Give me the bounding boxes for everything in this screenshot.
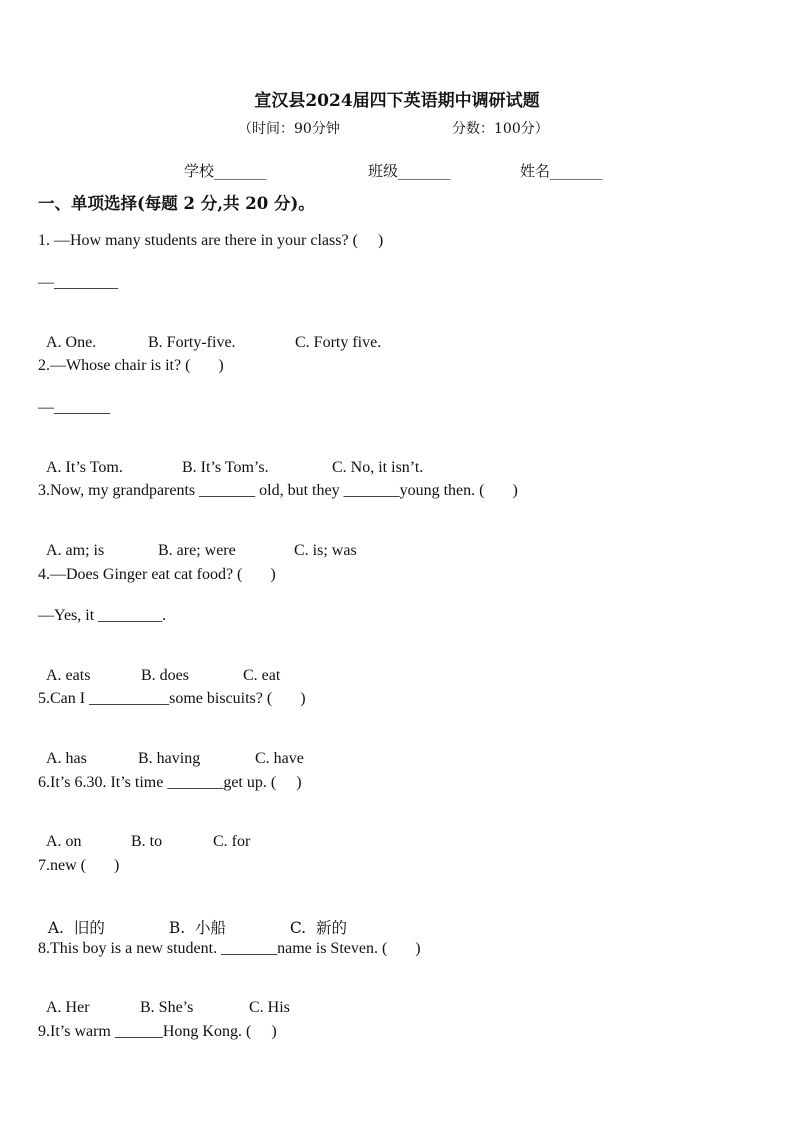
question-stem: 5.Can I __________some biscuits? ( ) [38, 690, 306, 707]
option-c: C. His [249, 999, 290, 1016]
question-options [38, 524, 357, 560]
option-b: B. 小船 [168, 919, 227, 937]
answer-line: —Yes, it ________. [38, 607, 167, 624]
option-c: C. have [255, 750, 304, 767]
option-c: C. Forty five. [295, 334, 382, 351]
option-c: C. No, it isn’t. [332, 459, 424, 476]
question-options [38, 316, 381, 352]
option-c: C. 新的 [289, 919, 347, 937]
option-b: B. It’s Tom’s. [182, 459, 269, 476]
option-a: A. Her [46, 999, 90, 1016]
question-options [38, 981, 290, 1017]
question-options [38, 898, 347, 938]
question-options [38, 649, 280, 685]
option-c: C. for [213, 833, 251, 850]
option-a: A. on [46, 833, 82, 850]
option-a: A. 旧的 [47, 919, 105, 937]
option-b: B. to [131, 833, 163, 850]
question-stem: 6.It’s 6.30. It’s time _______get up. ( ) [38, 774, 302, 791]
exam-time: （时间：90分钟 [238, 121, 340, 137]
option-b: B. are; were [158, 542, 236, 559]
exam-title: 宣汉县2024届四下英语期中调研试题 [254, 91, 540, 111]
question-options [38, 815, 250, 851]
name-field: 姓名_______ [520, 162, 603, 180]
option-c: C. eat [243, 667, 281, 684]
question-stem: 4.—Does Ginger eat cat food? ( ) [38, 566, 276, 583]
answer-line: —________ [38, 274, 118, 291]
option-b: B. having [138, 750, 201, 767]
option-b: B. Forty-five. [148, 334, 236, 351]
answer-line: —_______ [38, 399, 110, 416]
question-options [38, 441, 423, 477]
option-b: B. She’s [140, 999, 194, 1016]
option-a: A. One. [46, 334, 97, 351]
option-a: A. am; is [46, 542, 105, 559]
class-field: 班级_______ [368, 162, 451, 180]
option-a: A. eats [46, 667, 91, 684]
school-field: 学校_______ [184, 162, 267, 180]
question-stem: 9.It’s warm ______Hong Kong. ( ) [38, 1023, 277, 1040]
section-heading: 一、单项选择(每题 2 分,共 20 分)。 [38, 194, 315, 213]
option-a: A. has [46, 750, 87, 767]
exam-score: 分数：100分） [452, 121, 549, 137]
option-c: C. is; was [294, 542, 357, 559]
question-stem: 1. —How many students are there in your class? ( ) [38, 232, 384, 249]
question-stem: 2.—Whose chair is it? ( ) [38, 357, 224, 374]
question-options [38, 732, 304, 768]
option-b: B. does [141, 667, 189, 684]
question-stem: 7.new ( ) [38, 857, 120, 874]
question-stem: 8.This boy is a new student. _______name is Steven. ( ) [38, 940, 421, 957]
question-stem: 3.Now, my grandparents _______ old, but they _______young then. ( ) [38, 482, 518, 499]
option-a: A. It’s Tom. [46, 459, 123, 476]
